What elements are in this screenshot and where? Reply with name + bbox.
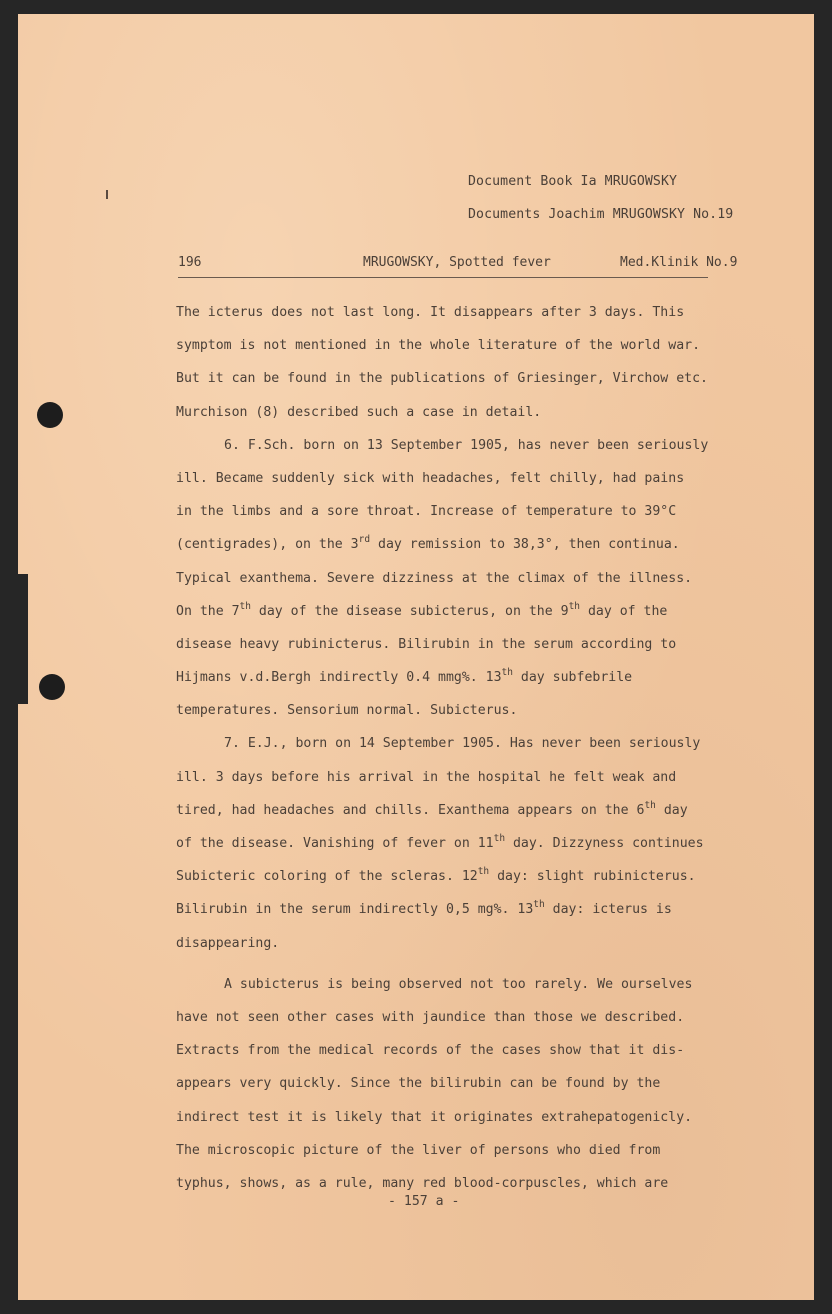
text-run: day: slight rubinicterus. [489, 869, 696, 885]
ordinal-suffix: rd [358, 534, 371, 546]
text-run: day of the disease subicterus, on the 9 [250, 603, 569, 619]
text-line: in the limbs and a sore throat. Increase of temperature to 39°C [176, 504, 677, 520]
document-number-line: Documents Joachim MRUGOWSKY No.19 [468, 207, 734, 222]
text-line: The microscopic picture of the liver of persons who died from [176, 1142, 661, 1158]
text-line: have not seen other cases with jaundice than those we described. [176, 1009, 685, 1025]
text-line [176, 661, 761, 694]
body-text [176, 296, 761, 1200]
document-page [18, 14, 814, 1300]
punch-hole [37, 402, 63, 428]
text-line: disappearing. [176, 935, 280, 951]
text-line [176, 827, 761, 860]
text-line [176, 595, 761, 628]
text-line: ill. 3 days before his arrival in the hospital he felt weak and [176, 769, 677, 785]
document-book-line: Document Book Ia MRUGOWSKY [468, 174, 678, 189]
text-line: ill. Became suddenly sick with headaches, felt chilly, had pains [176, 470, 685, 486]
paragraph-case-6 [176, 429, 761, 728]
text-line: appears very quickly. Since the bilirubin can be found by the [176, 1076, 661, 1092]
ordinal-suffix: th [493, 833, 506, 844]
paragraph-1 [176, 296, 761, 429]
text-line [176, 528, 761, 561]
text-line [176, 860, 761, 893]
text-run: tired, had headaches and chills. Exanthema appears on the 6 [176, 802, 645, 818]
text-run: day: icterus is [544, 902, 672, 918]
text-run: day subfebrile [512, 670, 633, 686]
text-line: typhus, shows, as a rule, many red blood-corpuscles, which are [176, 1175, 669, 1191]
text-run: (centigrades), on the 3 [176, 537, 359, 553]
text-run: Subicteric coloring of the scleras. 12 [176, 869, 478, 885]
ordinal-suffix: th [533, 899, 545, 911]
original-page-number: 196 [178, 255, 202, 270]
running-title: MRUGOWSKY, Spotted fever [363, 255, 551, 270]
page-edge-notch [18, 574, 28, 704]
text-run: Hijmans v.d.Bergh indirectly 0.4 mmg%. 13 [176, 670, 502, 686]
text-line: 7. E.J., born on 14 September 1905. Has never been seriously [224, 736, 701, 752]
text-line: disease heavy rubinicterus. Bilirubin in the serum according to [176, 636, 677, 652]
text-line: indirect test it is likely that it originates extrahepatogenicly. [176, 1109, 693, 1125]
text-run: Bilirubin in the serum indirectly 0,5 mg%. 13 [176, 902, 534, 918]
running-head [178, 255, 748, 277]
text-run: day of the [580, 603, 668, 619]
ordinal-suffix: th [501, 667, 513, 679]
ordinal-suffix: th [644, 799, 656, 811]
text-run: On the 7 [176, 603, 240, 619]
text-line: 6. F.Sch. born on 13 September 1905, has never been seriously [224, 437, 709, 453]
text-line: symptom is not mentioned in the whole literature of the world war. [176, 338, 701, 354]
text-run: day [655, 802, 688, 818]
text-run: of the disease. Vanishing of fever on 11 [176, 836, 494, 851]
paragraph-case-7 [176, 727, 761, 959]
text-line: Extracts from the medical records of the cases show that it dis- [176, 1043, 685, 1059]
page-number: - 157 a - [388, 1194, 460, 1209]
text-line: But it can be found in the publications of Griesinger, Virchow etc. [176, 371, 708, 387]
text-line [176, 794, 761, 827]
ordinal-suffix: th [568, 600, 581, 612]
text-line: temperatures. Sensorium normal. Subicterus. [176, 703, 518, 719]
text-line: Murchison (8) described such a case in detail. [176, 404, 542, 420]
text-line [176, 893, 761, 926]
clinic-reference: Med.Klinik No.9 [620, 255, 738, 270]
punch-hole [39, 674, 65, 700]
ordinal-suffix: th [477, 866, 490, 878]
paper-speck [106, 190, 108, 199]
text-run: day. Dizzyness continues [505, 836, 704, 851]
text-line: Typical exanthema. Severe dizziness at the climax of the illness. [176, 570, 693, 586]
text-line: The icterus does not last long. It disappears after 3 days. This [176, 305, 685, 320]
text-run: day remission to 38,3°, then continua. [370, 537, 680, 553]
ordinal-suffix: th [239, 600, 251, 612]
header-rule [178, 277, 708, 278]
text-line: A subicterus is being observed not too rarely. We ourselves [224, 976, 693, 992]
paragraph-discussion [176, 968, 761, 1200]
